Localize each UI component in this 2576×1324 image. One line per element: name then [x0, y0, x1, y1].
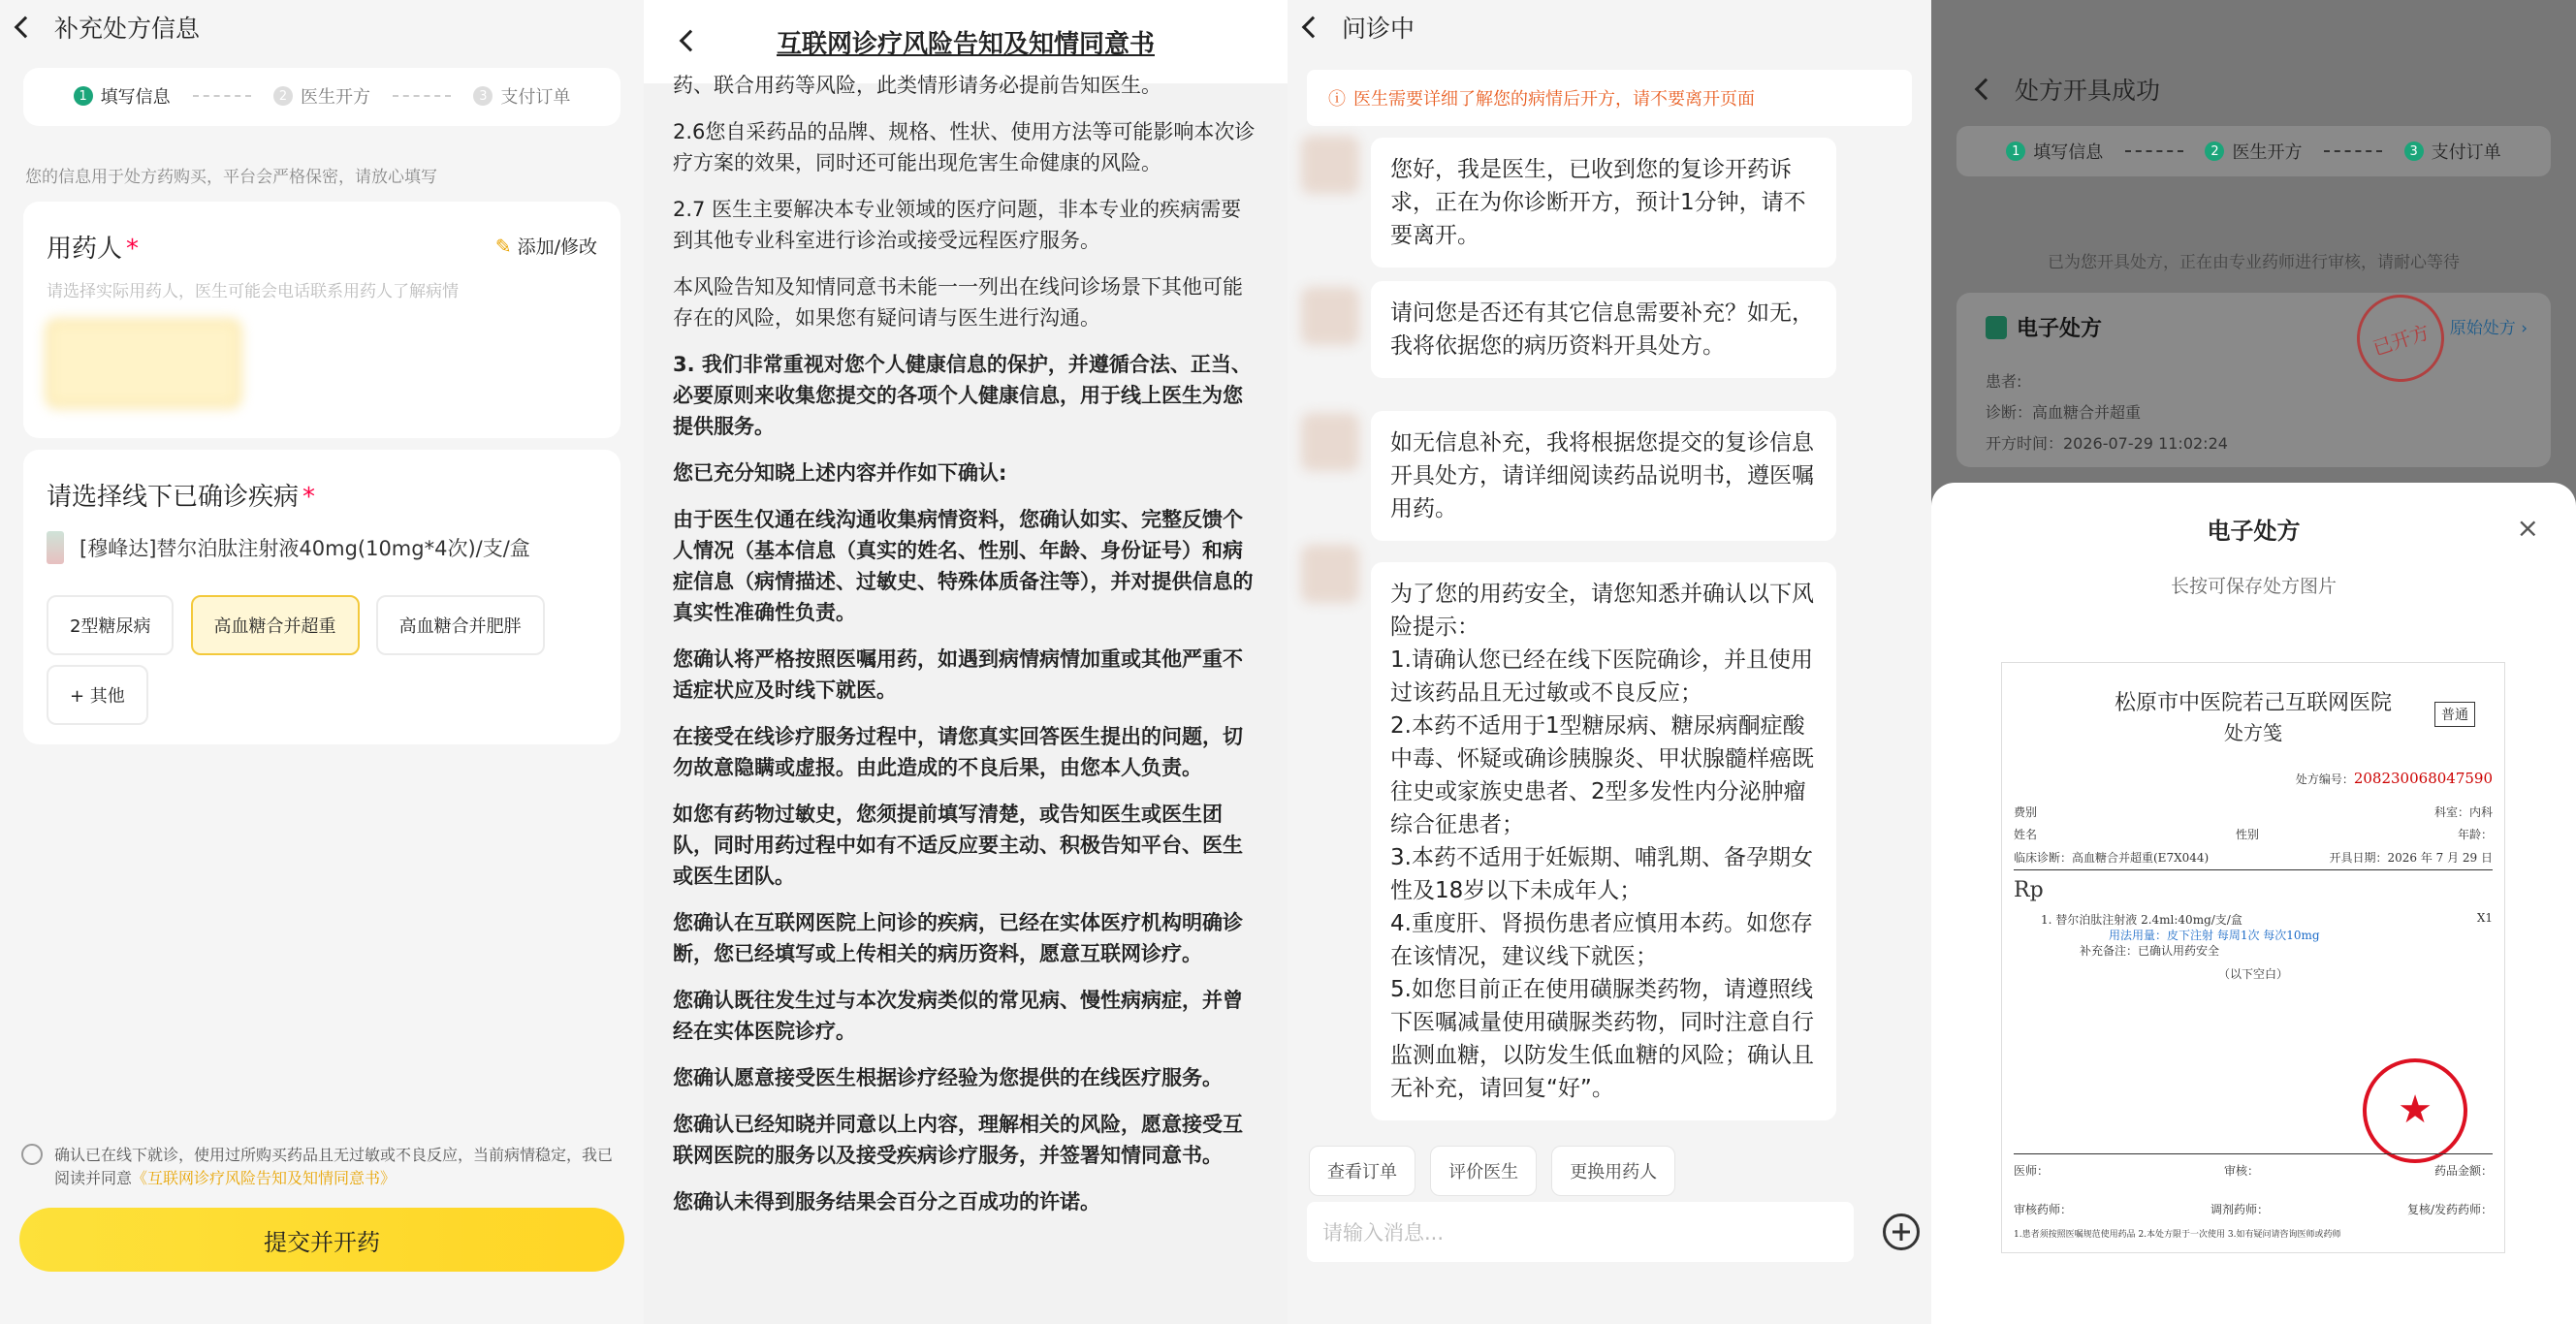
drug-icon — [47, 531, 64, 564]
status-note: 已为您开具处方，正在由专业药师进行审核，请耐心等待 — [2048, 253, 2460, 272]
patient-hint: 请选择实际用药人，医生可能会电话联系用药人了解病情 — [47, 282, 459, 301]
rx-image[interactable]: 松原市中医院若己互联网医院 处方笺 普通 处方编号：20823006804759​0 费别 科室：内科 姓名 性别 年龄： 临床诊断：高血糖合并超重(E7X044) 开具日期：2026 年 7 月 29 日 Rp 1. 替尔泊肽注射液 2.4ml:40mg/支/盒 X1 用法用量：皮下注射 每周1次 每次10mg 补充备注：已确认用药安全 （以下空白） ★ 医师： 审核： 药品金额： 审核药师： 调剂药师： 复核/发药药师： 1.患者须按照医嘱规范使用药品 2.本处方限于一次使用 3.如有疑问请咨询医师或药师 — [2001, 662, 2505, 1253]
bottom-bar — [1288, 1136, 1931, 1324]
confirm-row: 确认已在线下就诊，使用过所购买药品且无过敏或不良反应，当前病情稳定，我已阅读并同意《互联网诊疗风险告知及知情同意书》 — [21, 1144, 622, 1190]
consent-panel — [644, 0, 1288, 1324]
chat-message: 请问您是否还有其它信息需要补充？如无，我将依据您的病历资料开具处方。 — [1371, 281, 1836, 378]
disease-label: 请选择线下已确诊疾病 * — [47, 483, 316, 512]
rx-card-icon — [1986, 316, 2007, 339]
doctor-avatar — [1301, 136, 1359, 194]
consent-para: 您确认愿意接受医生根据诊疗经验为您提供的在线医疗服务。 — [673, 1066, 1223, 1089]
chat-message: 您好，我是医生，已收到您的复诊开药诉求，正在为你诊断开方，预计1分钟，请不要离开。 — [1371, 138, 1836, 268]
rx-sheet — [1931, 483, 2576, 1324]
doctor-avatar — [1301, 287, 1359, 345]
change-patient-button[interactable]: 更换用药人 — [1551, 1146, 1675, 1196]
rx-card-details: 患者: 诊断：高血糖合并超重 开方时间：2026-07-29 11:02:24 — [1986, 372, 2228, 453]
consent-para: 如您有药物过敏史，您须提前填写清楚，或告知医生或医生团队，同时用药过程中如有不适反应要主动、积极告知平台、医生或医生团队。 — [673, 803, 1243, 888]
consent-para: 您确认已经知晓并同意以上内容，理解相关的风险，愿意接受互联网医院的服务以及接受疾病诊疗服务，并签署知情同意书。 — [673, 1113, 1243, 1167]
consent-para: 本风险告知及知情同意书未能一一列出在线问诊场景下其他可能存在的风险，如果您有疑问请与医生进行沟通。 — [673, 275, 1243, 330]
rx-card: 电子处方 原始处方 › 已开方 患者: 诊断：高血糖合并超重 开方时间：2026-07-29 11:02:24 — [1956, 293, 2551, 467]
page-title: 问诊中 — [1342, 15, 1415, 43]
consent-para: 由于医生仅通在线沟通收集病情资料，您确认如实、完整反馈个人情况（基本信息（真实的姓名、性别、年龄、身份证号）和病症信息（病情描述、过敏史、特殊体质备注等），并对提供信息的真实性准确性负责。 — [673, 508, 1254, 624]
consent-body — [644, 70, 1288, 1233]
consultation-panel — [1288, 0, 1931, 1324]
steps-bar — [23, 68, 620, 126]
chip-other[interactable]: + 其他 — [47, 665, 148, 725]
drug-name: [穆峰达]替尔泊肽注射液40mg(10mg*4次)/支/盒 — [80, 537, 530, 560]
chip-type2[interactable]: 2型糖尿病 — [47, 595, 174, 655]
back-icon[interactable] — [1975, 79, 1997, 101]
consent-title: 互联网诊疗风险告知及知情同意书 — [776, 29, 1155, 59]
notice-bar: ⓘ 医生需要详细了解您的病情后开方，请不要离开页面 — [1307, 70, 1912, 126]
consent-para: 2.6您自采药品的品牌、规格、性状、使用方法等可能影响本次诊疗方案的效果，同时还可能出现危害生命健康的风险。 — [673, 120, 1256, 174]
drug-row — [47, 531, 530, 564]
disease-chips — [47, 595, 557, 655]
disease-card — [23, 450, 620, 744]
chat-message: 如无信息补充，我将根据您提交的复诊信息开具处方，请详细阅读药品说明书，遵医嘱用药。 — [1371, 411, 1836, 541]
view-order-button[interactable]: 查看订单 — [1309, 1146, 1415, 1196]
page-title: 补充处方信息 — [54, 15, 201, 43]
rx-symbol: Rp — [2014, 878, 2044, 902]
chat-message: 为了您的用药安全，请您知悉并确认以下风险提示： 1.请确认您已经在线下医院确诊，并且使用过该药品且无过敏或不良反应； 2.本药不适用于1型糖尿病、糖尿病酮症酸中毒、怀疑或确诊胰腺炎、甲状腺髓样癌既往史或家族史患者、2型多发性内分泌肿瘤综合征患者； 3.本药不适用于妊娠期、哺乳期、备孕期女性及18岁以下未成年人； 4.重度肝、肾损伤患者应慎用本药。如您存在该情况，建议线下就医； 5.如您目前正在使用磺脲类药物，请遵照线下医嘱减量使用磺脲类药物，同时注意自行监测血糖，以防发生低血糖的风险；确认且无补充，请回复“好”。 — [1371, 562, 1836, 1120]
close-icon[interactable]: × — [2516, 512, 2539, 544]
confirm-radio[interactable] — [21, 1144, 43, 1165]
rx-doc-title: 处方笺 — [2224, 721, 2282, 744]
patient-label: 用药人 * — [47, 235, 140, 264]
quick-actions — [1309, 1146, 1685, 1196]
patient-card — [23, 202, 620, 438]
consent-para: 您确认将严格按照医嘱用药，如遇到病情病情加重或其他严重不适症状应及时线下就医。 — [673, 647, 1243, 702]
consent-para: 您确认在互联网医院上问诊的疾病，已经在实体医疗机构明确诊断，您已经填写或上传相关的病历资料，愿意互联网诊疗。 — [673, 911, 1243, 965]
patient-chip[interactable] — [47, 320, 240, 407]
consent-link[interactable]: 《互联网诊疗风险告知及知情同意书》 — [132, 1169, 397, 1187]
sheet-subtitle: 长按可保存处方图片 — [2170, 576, 2337, 597]
add-icon[interactable] — [1883, 1214, 1920, 1250]
submit-button[interactable]: 提交并开药 — [19, 1208, 624, 1272]
hospital-seal: ★ — [2363, 1058, 2467, 1163]
back-icon[interactable] — [1302, 16, 1324, 39]
step-doctor: 2 医生开方 — [273, 83, 370, 109]
back-icon[interactable] — [15, 16, 37, 39]
consent-para: 您已充分知晓上述内容并作如下确认: — [673, 461, 1007, 485]
chip-other-wrap — [47, 665, 160, 725]
fill-info-panel — [0, 0, 644, 1324]
step-pay: 3 支付订单 — [473, 83, 570, 109]
step-fill-info: 1 填写信息 — [74, 83, 171, 109]
message-input[interactable]: 请输入消息... — [1307, 1202, 1854, 1262]
add-edit-button[interactable]: ✎ 添加/修改 — [494, 234, 597, 258]
warning-icon: ⓘ — [1328, 89, 1346, 110]
top-bar — [1960, 62, 2160, 116]
privacy-note: 您的信息用于处方药购买，平台会严格保密，请放心填写 — [25, 168, 437, 187]
top-bar — [1288, 0, 1931, 54]
chip-overweight[interactable]: 高血糖合并超重 — [191, 595, 360, 655]
page-title: 处方开具成功 — [2015, 77, 2161, 105]
consent-para: 您确认既往发生过与本次发病类似的常见病、慢性病病症，并曾经在实体医院诊疗。 — [673, 989, 1243, 1043]
rate-doctor-button[interactable]: 评价医生 — [1430, 1146, 1537, 1196]
edit-icon: ✎ — [494, 234, 512, 258]
issued-stamp: 已开方 — [2345, 283, 2455, 393]
original-rx-link[interactable]: 原始处方 › — [2449, 319, 2528, 338]
doctor-avatar — [1301, 545, 1359, 603]
consent-para: 药、联合用药等风险，此类情形请务必提前告知医生。 — [673, 74, 1161, 97]
hospital-name: 松原市中医院若己互联网医院 — [2114, 691, 2392, 715]
steps-bar: 1 填写信息 2 医生开方 3 支付订单 — [1956, 126, 2551, 176]
rx-type: 普通 — [2434, 702, 2475, 727]
consent-para: 3. 我们非常重视对您个人健康信息的保护，并遵循合法、正当、必要原则来收集您提交的各项个人健康信息，用于线上医生为您提供服务。 — [673, 353, 1252, 438]
back-icon[interactable] — [680, 30, 702, 52]
doctor-avatar — [1301, 413, 1359, 471]
sheet-title: 电子处方 — [2207, 518, 2301, 545]
consent-para: 2.7 医生主要解决本专业领域的医疗问题，非本专业的疾病需要到其他专业科室进行诊治或接受远程医疗服务。 — [673, 198, 1242, 252]
top-bar — [0, 0, 644, 54]
prescription-panel — [1931, 0, 2576, 1324]
chip-obese[interactable]: 高血糖合并肥胖 — [376, 595, 545, 655]
consent-para: 您确认未得到服务结果会百分之百成功的许诺。 — [673, 1190, 1100, 1214]
consent-para: 在接受在线诊疗服务过程中，请您真实回答医生提出的问题，切勿故意隐瞒或虚报。由此造成的不良后果，由您本人负责。 — [673, 725, 1243, 779]
